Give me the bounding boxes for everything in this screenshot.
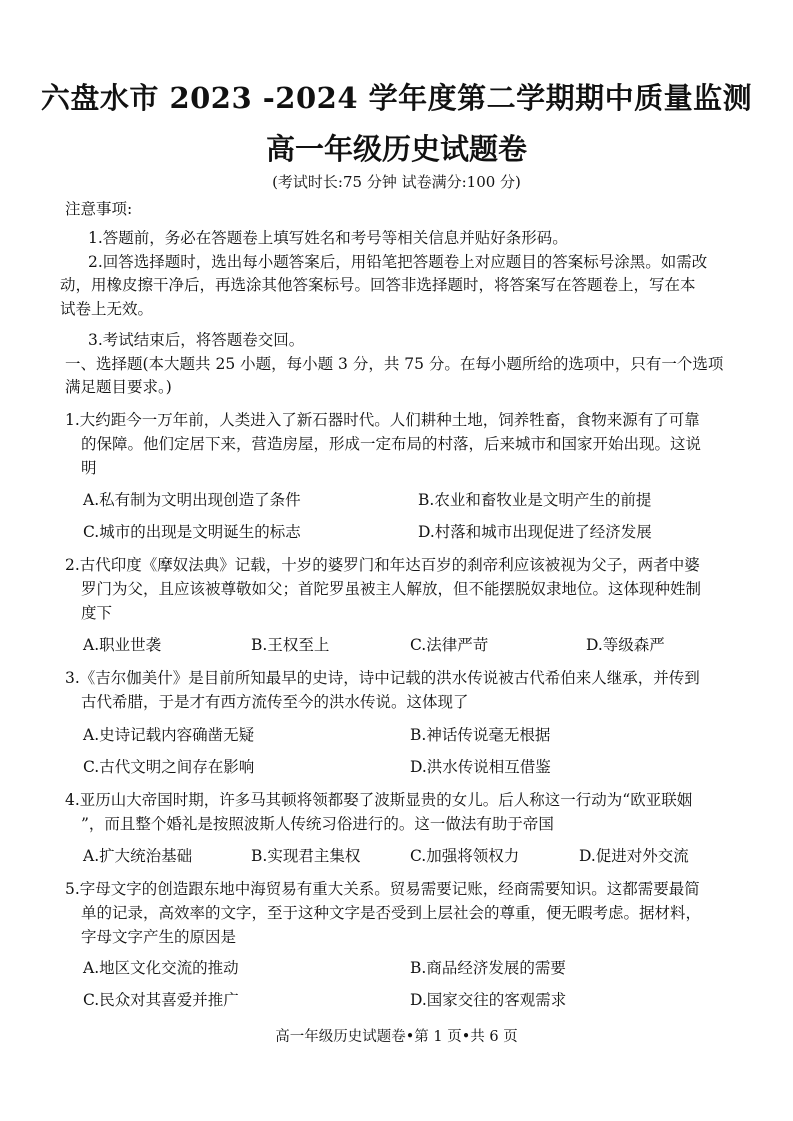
question-stem-line: 3.《吉尔伽美什》是目前所知最早的史诗，诗中记载的洪水传说被古代希伯来人继承，并传到 (65, 669, 700, 687)
exam-subject-title: 高一年级历史试题卷 (265, 132, 527, 166)
question-5-option-d: D.国家交往的客观需求 (410, 991, 567, 1009)
question-stem-line: 古代希腊，于是才有西方流传至今的洪水传说。这体现了 (81, 693, 469, 711)
question-1 (65, 408, 745, 480)
question-3 (65, 666, 745, 714)
question-3-option-b: B.神话传说毫无根据 (410, 726, 551, 744)
note-1: 1.答题前，务必在答题卷上填写姓名和考号等相关信息并贴好条形码。 (88, 229, 568, 247)
section-heading-line-2: 满足题目要求。) (65, 378, 172, 396)
question-3-option-c: C.古代文明之间存在影响 (83, 758, 255, 776)
question-2-option-a: A.职业世袭 (83, 636, 162, 654)
question-4-option-b: B.实现君主集权 (251, 847, 361, 865)
section-heading-line-1: 一、选择题(本大题共 25 小题，每小题 3 分，共 75 分。在每小题所给的选项中，只有一个选项 (65, 355, 724, 373)
question-stem-line: 5.字母文字的创造跟东地中海贸易有重大关系。贸易需要记账，经商需要知识。这都需要最简 (65, 880, 700, 898)
question-2-option-b: B.王权至上 (251, 636, 330, 654)
page-footer: 高一年级历史试题卷•第 1 页•共 6 页 (275, 1029, 518, 1045)
question-1-option-a: A.私有制为文明出现创造了条件 (83, 491, 301, 509)
note-2-line-3: 试卷上无效。 (60, 300, 154, 318)
question-stem-line: 2.古代印度《摩奴法典》记载，十岁的婆罗门和年达百岁的刹帝利应该被视为父子，两者中婆 (65, 556, 700, 574)
question-stem-line: 罗门为父，且应该被尊敬如父；首陀罗虽被主人解放，但不能摆脱奴隶地位。这体现种姓制 (81, 580, 702, 598)
question-4-option-a: A.扩大统治基础 (83, 847, 193, 865)
question-1-option-b: B.农业和畜牧业是文明产生的前提 (418, 491, 652, 509)
question-3-option-a: A.史诗记载内容确凿无疑 (83, 726, 255, 744)
question-5-option-a: A.地区文化交流的推动 (83, 959, 239, 977)
question-2-option-d: D.等级森严 (586, 636, 665, 654)
question-4 (65, 788, 745, 836)
question-stem-line: 1.大约距今一万年前，人类进入了新石器时代。人们耕种土地，饲养牲畜，食物来源有了可靠 (65, 411, 700, 429)
note-2-line-1: 2.回答选择题时，选出每小题答案后，用铅笔把答题卷上对应题目的答案标号涂黑。如需改 (88, 253, 708, 271)
exam-title: 六盘水市 2023 -2024 学年度第二学期期中质量监测 (40, 81, 753, 115)
question-stem-line: 4.亚历山大帝国时期，许多马其顿将领都娶了波斯显贵的女儿。后人称这一行动为“欧亚联姻 (65, 791, 693, 809)
question-2-option-c: C.法律严苛 (410, 636, 489, 654)
note-2-line-2: 动，用橡皮擦干净后，再选涂其他答案标号。回答非选择题时，将答案写在答题卷上，写在本 (60, 276, 696, 294)
notes-heading: 注意事项: (65, 200, 133, 218)
question-5-option-b: B.商品经济发展的需要 (410, 959, 566, 977)
question-5-option-c: C.民众对其喜爱并推广 (83, 991, 239, 1009)
question-1-option-d: D.村落和城市出现促进了经济发展 (418, 523, 652, 541)
question-stem-line: 明 (81, 459, 97, 477)
question-2 (65, 553, 745, 625)
exam-info: (考试时长:75 分钟 试卷满分:100 分) (272, 173, 521, 191)
question-5 (65, 877, 745, 949)
question-stem-line: ”，而且整个婚礼是按照波斯人传统习俗进行的。这一做法有助于帝国 (81, 815, 554, 833)
question-stem-line: 度下 (81, 604, 113, 622)
note-3: 3.考试结束后，将答题卷交回。 (88, 331, 305, 349)
question-1-option-c: C.城市的出现是文明诞生的标志 (83, 523, 301, 541)
question-3-option-d: D.洪水传说相互借鉴 (410, 758, 551, 776)
question-stem-line: 字母文字产生的原因是 (81, 928, 237, 946)
question-4-option-d: D.促进对外交流 (579, 847, 689, 865)
question-4-option-c: C.加强将领权力 (410, 847, 520, 865)
question-stem-line: 单的记录，高效率的文字，至于这种文字是否受到上层社会的尊重，便无暇考虑。据材料， (81, 904, 702, 922)
question-stem-line: 的保障。他们定居下来，营造房屋，形成一定布局的村落，后来城市和国家开始出现。这说 (81, 435, 702, 453)
